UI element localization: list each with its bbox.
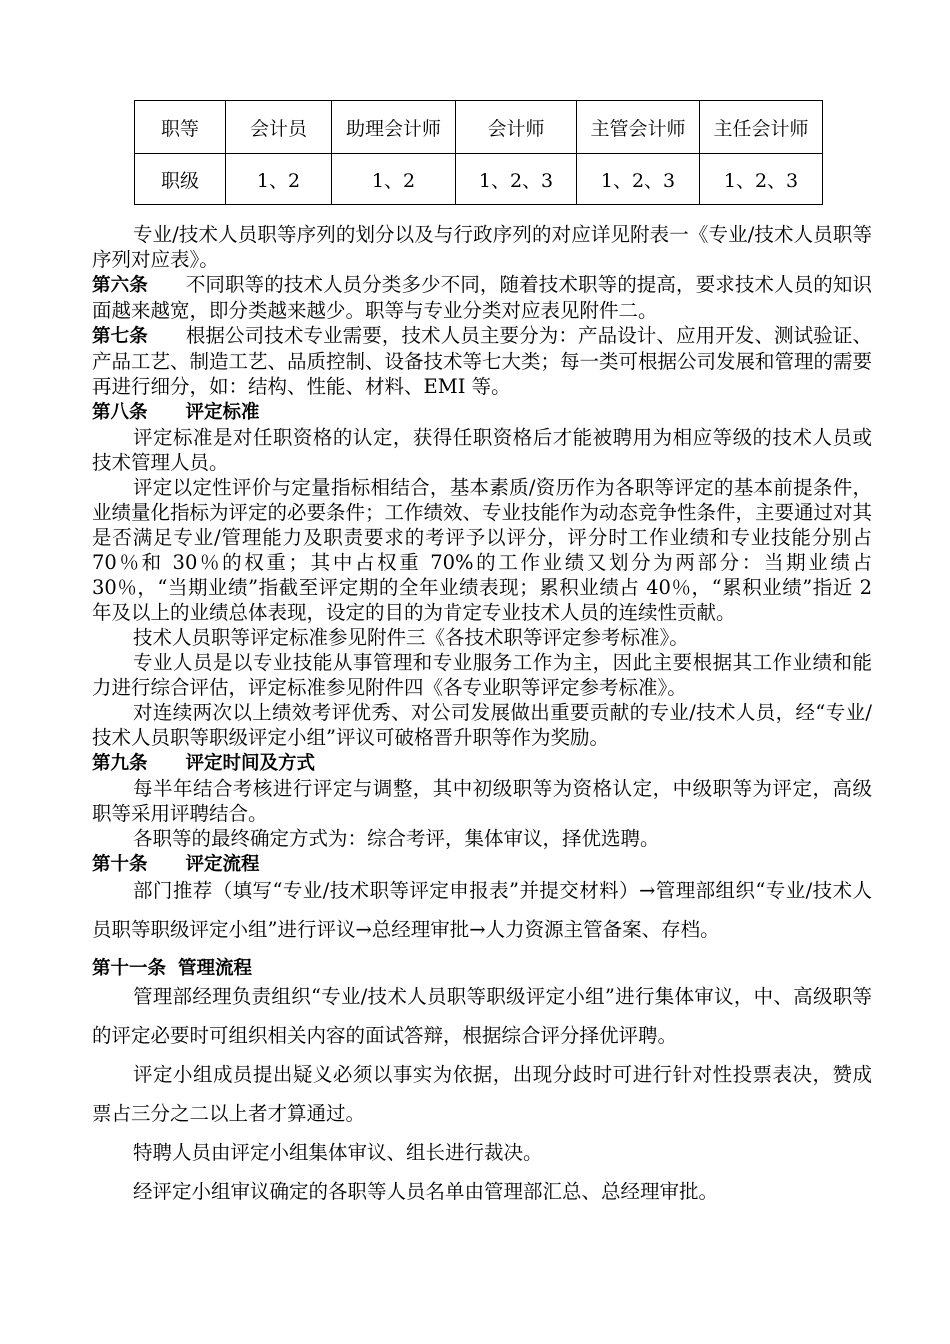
table-cell: 会计员	[226, 101, 332, 154]
article-heading: 第九条	[92, 753, 148, 774]
table-row	[135, 101, 823, 154]
grade-level-table	[134, 100, 823, 205]
table-cell: 1、2、3	[577, 154, 700, 205]
article-6	[92, 272, 872, 323]
table-row-header: 职级	[135, 154, 226, 205]
paragraph: 各职等的最终确定方式为：综合考评，集体审议，择优选聘。	[133, 827, 660, 850]
paragraph: 特聘人员由评定小组集体审议、组长进行裁决。	[133, 1141, 543, 1164]
article-7	[92, 323, 872, 399]
paragraph: 经评定小组审议确定的各职等人员名单由管理部汇总、总经理审批。	[133, 1180, 719, 1203]
table-cell: 1、2	[226, 154, 332, 205]
table-row	[135, 154, 823, 205]
table-cell: 会计师	[456, 101, 577, 154]
table-cell: 主管会计师	[577, 101, 700, 154]
paragraph-series-reference: 专业/技术人员职等序列的划分以及与行政序列的对应详见附表一《专业/技术人员职等序列对应表》。	[92, 223, 872, 271]
paragraph: 专业人员是以专业技能从事管理和专业服务工作为主，因此主要根据其工作业绩和能力进行综合评估，评定标准参见附件四《各专业职等评定参考标准》。	[92, 651, 872, 699]
paragraph: 管理部经理负责组织“专业/技术人员职等职级评定小组”进行集体审议，中、高级职等的评定必要时可组织相关内容的面试答辩，根据综合评分择优评聘。	[92, 985, 872, 1047]
article-title: 管理流程	[178, 958, 253, 979]
table-row-header: 职等	[135, 101, 226, 154]
paragraph: 评定小组成员提出疑义必须以事实为依据，出现分歧时可进行针对性投票表决，赞成票占三分之二以上者才算通过。	[92, 1063, 872, 1125]
article-heading: 第七条	[92, 326, 148, 347]
table-cell: 1、2、3	[456, 154, 577, 205]
table-cell: 1、2、3	[700, 154, 823, 205]
article-heading: 第六条	[92, 275, 148, 296]
paragraph: 评定以定性评价与定量指标相结合，基本素质/资历作为各职等评定的基本前提条件，业绩量化指标为评定的必要条件；工作绩效、专业技能作为动态竞争性条件，主要通过对其是否满足专业/管理能力及职责要求的考评予以评分，评分时工作业绩和专业技能分别占 70％和 30％的权重；其中占权重 70%的工作业绩又划分为两部分：当期业绩占 30％，“当期业绩”指截至评定期的全年业绩表现；累积业绩占 40％，“累积业绩”指近 2 年及以上的业绩总体表现，设定的目的为肯定专业技术人员的连续性贡献。	[92, 476, 873, 624]
article-9-heading	[92, 750, 872, 776]
table-cell: 助理会计师	[332, 101, 456, 154]
paragraph: 评定标准是对任职资格的认定，获得任职资格后才能被聘用为相应等级的技术人员或技术管理人员。	[92, 426, 872, 474]
paragraph: 部门推荐（填写“专业/技术职等评定申报表”并提交材料）→管理部组织“专业/技术人员职等职级评定小组”进行评议→总经理审批→人力资源主管备案、存档。	[92, 879, 872, 941]
table-cell: 主任会计师	[700, 101, 823, 154]
article-title: 评定流程	[185, 854, 260, 875]
table-cell: 1、2	[332, 154, 456, 205]
article-title: 评定标准	[185, 402, 260, 423]
article-title: 评定时间及方式	[185, 753, 316, 774]
paragraph: 技术人员职等评定标准参见附件三《各技术职等评定参考标准》。	[133, 626, 689, 649]
document-body	[92, 222, 872, 1211]
article-body: 根据公司技术专业需要，技术人员主要分为：产品设计、应用开发、测试验证、产品工艺、制造工艺、品质控制、设备技术等七大类；每一类可根据公司发展和管理的需要再进行细分，如：结构、性能、材料、EMI 等。	[92, 324, 873, 398]
paragraph: 每半年结合考核进行评定与调整，其中初级职等为资格认定，中级职等为评定，高级职等采用评聘结合。	[92, 777, 872, 825]
article-body: 不同职等的技术人员分类多少不同，随着技术职等的提高，要求技术人员的知识面越来越宽，即分类越来越少。职等与专业分类对应表见附件二。	[92, 273, 872, 322]
article-8-heading	[92, 399, 872, 425]
article-heading: 第十条	[92, 854, 148, 875]
paragraph: 对连续两次以上绩效考评优秀、对公司发展做出重要贡献的专业/技术人员，经“专业/技术人员职等职级评定小组”评议可破格晋升职等作为奖励。	[92, 701, 872, 749]
article-heading: 第八条	[92, 402, 148, 423]
article-heading: 第十一条	[92, 958, 167, 979]
